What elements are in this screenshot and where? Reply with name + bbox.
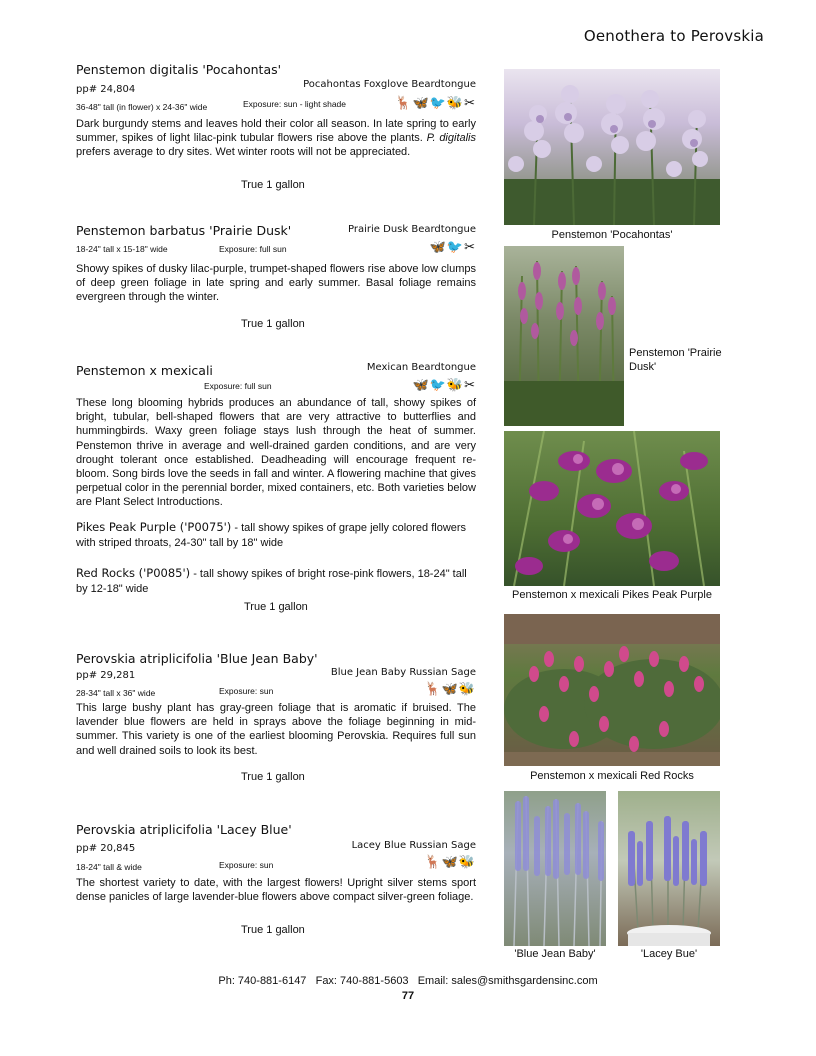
plant-patent: pp# 29,281 [76, 670, 136, 681]
photo-caption: Penstemon x mexicali Red Rocks [530, 770, 694, 782]
common-name: Pocahontas Foxglove Beardtongue [303, 79, 476, 90]
plant-dimensions: 36-48" tall (in flower) x 24-36" wide [76, 102, 208, 112]
photo-pocahontas [504, 69, 720, 225]
common-name: Prairie Dusk Beardtongue [348, 224, 476, 235]
photo-caption: 'Lacey Bue' [640, 948, 698, 960]
common-name: Mexican Beardtongue [366, 362, 476, 373]
exposure: Exposure: sun [219, 686, 274, 696]
attribute-icons: 🦋🐦✂ [429, 239, 476, 254]
container-size: True 1 gallon [241, 179, 305, 191]
photo-caption: Penstemon 'Prairie Dusk' [629, 347, 722, 373]
variety-pikes-peak: Pikes Peak Purple ('P0075') - tall showy spikes of grape jelly colored flowers with striped throats, 24-30" tall by 18" wide [76, 520, 467, 549]
product-title: Perovskia atriplicifolia 'Lacey Blue' [76, 822, 292, 837]
photo-blue-jean-baby [504, 791, 606, 946]
product-description: Showy spikes of dusky lilac-purple, trumpet-shaped flowers rise above low clumps of deep green foliage in late spring and early summer. Basal foliage remains evergreen through the winter. [76, 263, 476, 304]
photo-caption: Penstemon x mexicali Pikes Peak Purple [512, 589, 712, 601]
plant-patent: pp# 24,804 [76, 84, 136, 95]
product-description: Dark burgundy stems and leaves hold their color all season. In late spring to early summer, spikes of light lilac-pink tubular flowers rise above the plants. P. digitalis prefers average to dry sites. Wet winter roots will not be appreciated. [76, 118, 476, 159]
container-size: True 1 gallon [244, 601, 308, 613]
attribute-icons: 🦋🐦🐝✂ [412, 377, 476, 392]
product-title: Penstemon digitalis 'Pocahontas' [76, 62, 282, 77]
attribute-icons: 🦌🦋🐝 [424, 854, 476, 869]
exposure: Exposure: sun - light shade [243, 99, 347, 109]
photo-caption: Penstemon 'Pocahontas' [551, 229, 673, 241]
plant-dimensions: 18-24" tall & wide [76, 862, 142, 872]
page-number: 77 [401, 990, 415, 1002]
product-title: Penstemon x mexicali [76, 363, 213, 378]
container-size: True 1 gallon [241, 924, 305, 936]
product-description: The shortest variety to date, with the largest flowers! Upright silver stems sport dense panicles of large lavender-blue flowers above compact silver-green foliage. [76, 877, 476, 904]
contact-info: Ph: 740-881-6147 Fax: 740-881-5603 Email: sales@smithsgardensinc.com [218, 975, 598, 987]
photo-prairie-dusk [504, 246, 624, 426]
page-section-title: Oenothera to Perovskia [583, 27, 764, 45]
exposure: Exposure: full sun [204, 381, 272, 391]
photo-pikes-peak-purple [504, 431, 720, 586]
product-title: Perovskia atriplicifolia 'Blue Jean Baby' [76, 651, 318, 666]
plant-dimensions: 18-24" tall x 15-18" wide [76, 244, 168, 254]
attribute-icons: 🦌🦋🐝 [424, 681, 476, 696]
common-name: Lacey Blue Russian Sage [351, 840, 476, 851]
exposure: Exposure: full sun [219, 244, 287, 254]
photo-caption: 'Blue Jean Baby' [514, 948, 596, 960]
container-size: True 1 gallon [241, 771, 305, 783]
plant-dimensions: 28-34" tall x 36" wide [76, 688, 156, 698]
product-description: This large bushy plant has gray-green foliage that is aromatic if bruised. The lavender blue flowers are held in sprays above the foliage beginning in mid-summer. This variety is one of the earliest blooming Perovskia. Requires full sun and well drained soils to look its best. [76, 702, 476, 757]
variety-red-rocks: Red Rocks ('P0085') - tall showy spikes of bright rose-pink flowers, 18-24" tall by 12-18" wide [76, 566, 467, 595]
exposure: Exposure: sun [219, 860, 274, 870]
container-size: True 1 gallon [241, 318, 305, 330]
common-name: Blue Jean Baby Russian Sage [330, 667, 476, 678]
product-title: Penstemon barbatus 'Prairie Dusk' [76, 223, 292, 238]
photo-red-rocks [504, 614, 720, 766]
photo-lacey-blue [618, 791, 720, 946]
product-description: These long blooming hybrids produces an abundance of tall, showy spikes of bright, tubular, bell-shaped flowers that are very attractive to butterflies and hummingbirds. Waxy green foliage stays lush through the heat of summer. Penstemon thrive in average and well-drained garden conditions, and are very drought tolerant once established. Deadheading will encourage frequent re-bloom. Song birds love the seeds in fall and winter. A flowering machine that gives perpetual color in the perennial border, mixed containers, etc. Both varieties below are Plant Select Introductions. [76, 397, 476, 509]
attribute-icons: 🦌🦋🐦🐝✂ [395, 95, 476, 110]
plant-patent: pp# 20,845 [76, 843, 136, 854]
